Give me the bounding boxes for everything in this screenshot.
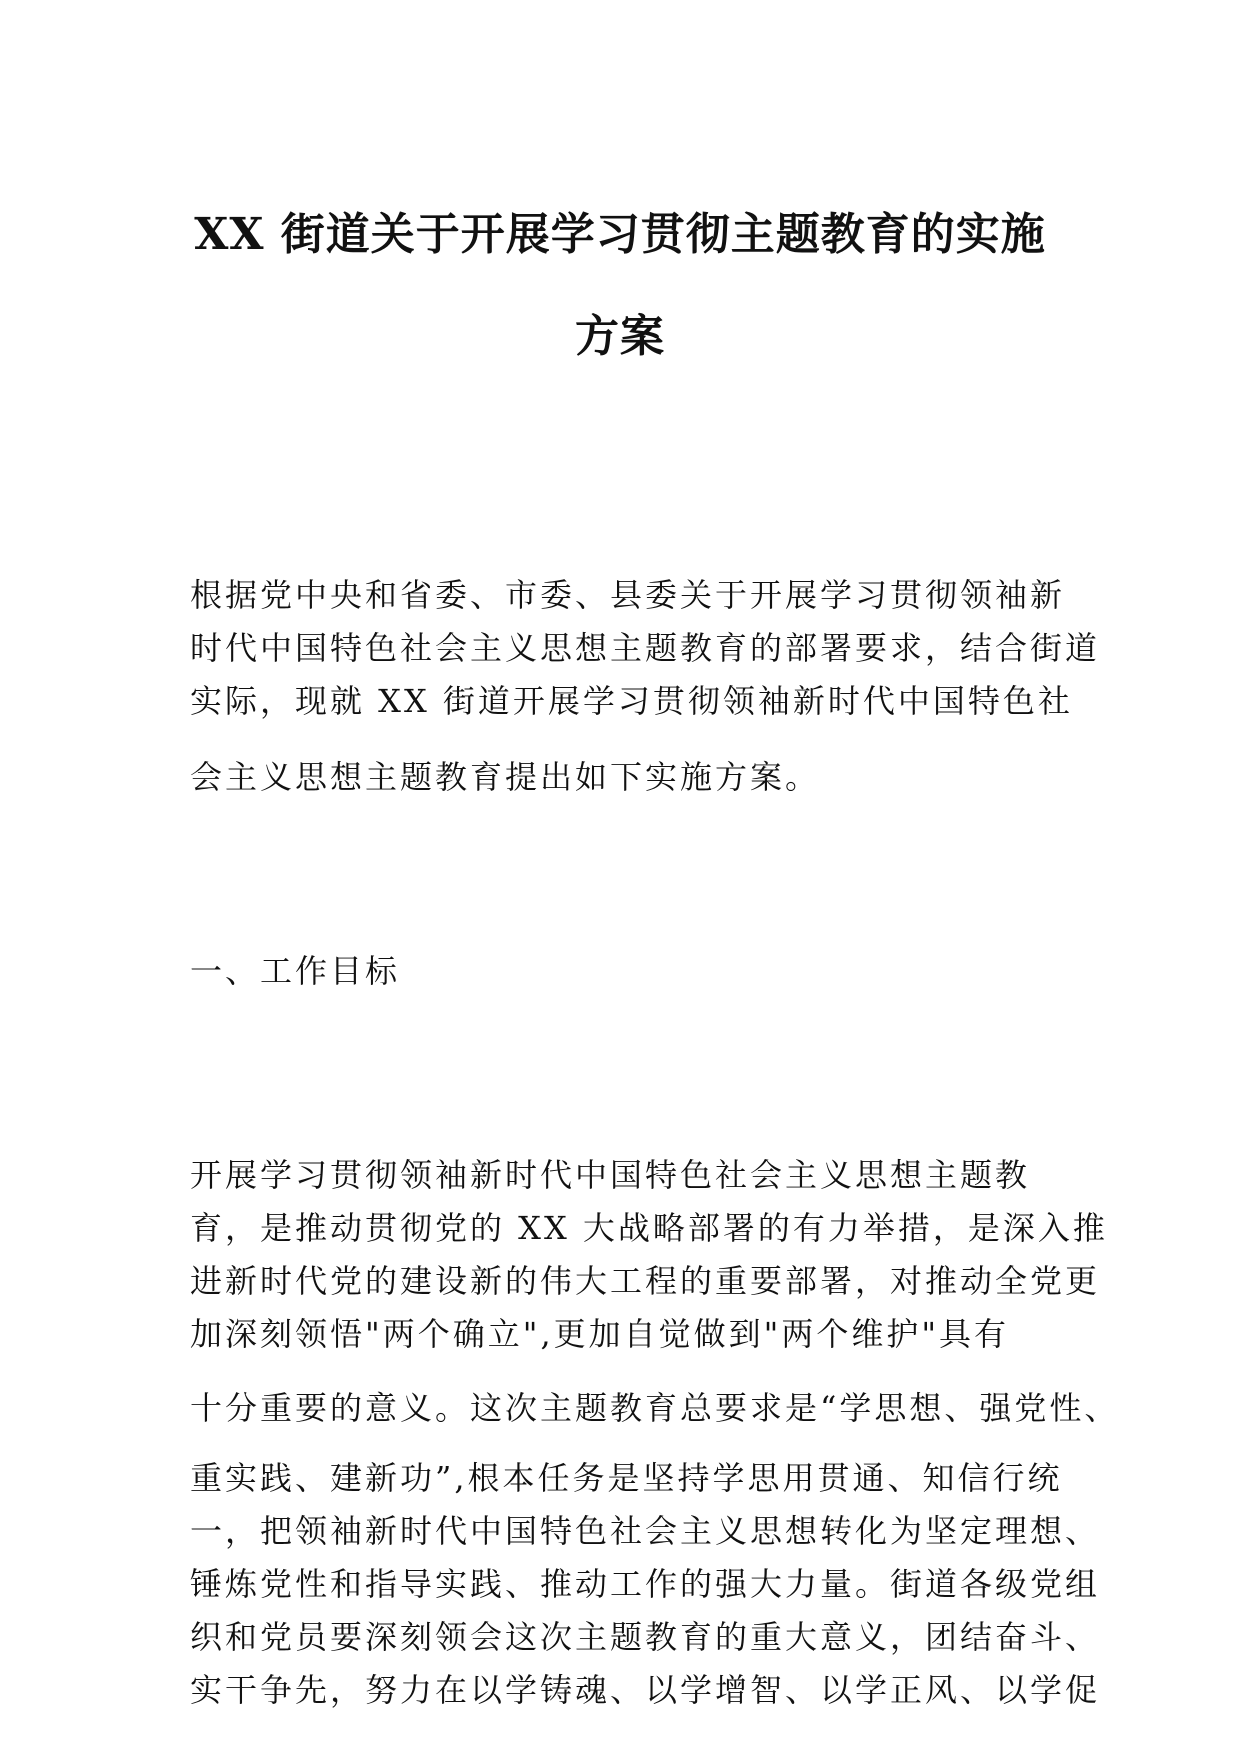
- body-line-8: 锤炼党性和指导实践、推动工作的强大力量。街道各级党组: [190, 1565, 1101, 1603]
- body-line-9: 织和党员要深刻领会这次主题教育的重大意义，团结奋斗、: [190, 1618, 1101, 1656]
- document-title-line-1: XX 街道关于开展学习贯彻主题教育的实施: [194, 209, 1046, 260]
- body-line-5: 十分重要的意义。这次主题教育总要求是“学思想、强党性、: [190, 1389, 1120, 1427]
- intro-line-2: 时代中国特色社会主义思想主题教育的部署要求，结合街道: [190, 629, 1101, 667]
- section-heading: 一、工作目标: [190, 952, 401, 990]
- body-line-1: 开展学习贯彻领袖新时代中国特色社会主义思想主题教: [190, 1156, 1031, 1194]
- intro-line-4: 会主义思想主题教育提出如下实施方案。: [190, 758, 821, 796]
- body-line-3: 进新时代党的建设新的伟大工程的重要部署，对推动全党更: [190, 1262, 1101, 1300]
- intro-line-1: 根据党中央和省委、市委、县委关于开展学习贯彻领袖新: [190, 576, 1066, 614]
- body-line-4: 加深刻领悟"两个确立",更加自觉做到"两个维护"具有: [190, 1315, 1010, 1353]
- body-line-6: 重实践、建新功”,根本任务是坚持学思用贯通、知信行统: [190, 1459, 1063, 1497]
- body-line-2: 育，是推动贯彻党的 XX 大战略部署的有力举措，是深入推: [190, 1209, 1108, 1247]
- body-line-10: 实干争先，努力在以学铸魂、以学增智、以学正风、以学促: [190, 1671, 1101, 1709]
- body-line-7: 一，把领袖新时代中国特色社会主义思想转化为坚定理想、: [190, 1512, 1101, 1550]
- document-title-line-2: 方案: [575, 311, 665, 362]
- intro-line-3: 实际，现就 XX 街道开展学习贯彻领袖新时代中国特色社: [190, 682, 1073, 720]
